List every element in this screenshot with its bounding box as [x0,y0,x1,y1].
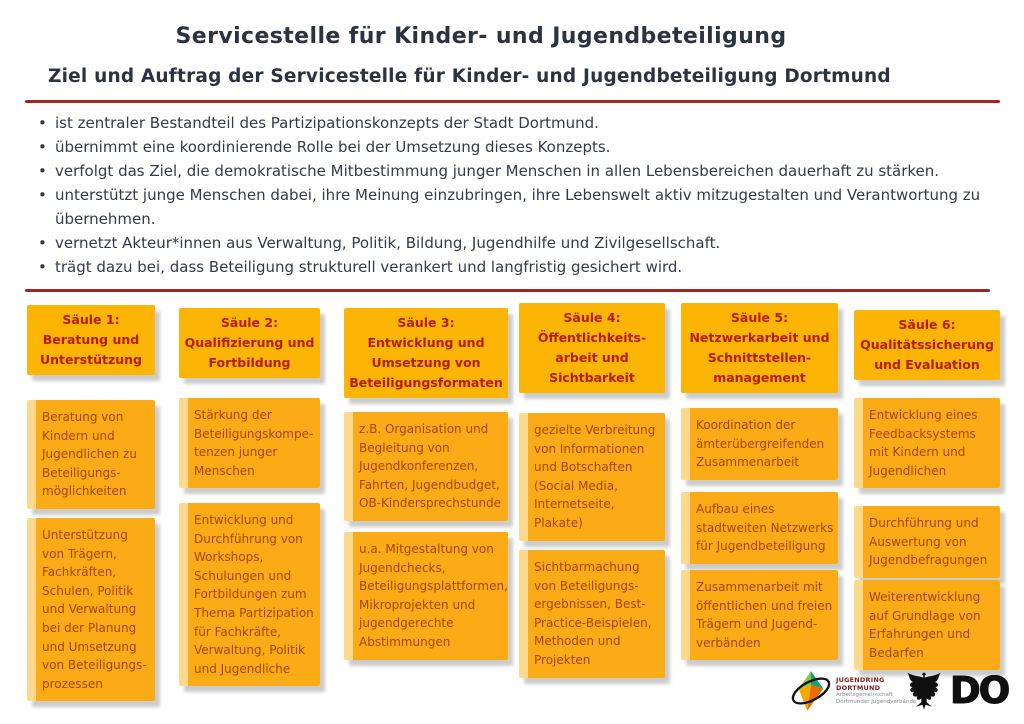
pillar-title: Qualitätssicherung und Evaluation [860,337,994,372]
pillar-title: Entwicklung und Umsetzung von Beteiligungsformaten [349,335,503,390]
jugendring-subline: Arbeitsgemeinschaft [836,691,893,698]
pillar-3-note-1 [344,412,508,521]
note-text: Entwicklung und Durchführung von Workshops, Schulungen und Fortbildungen zum Thema Partizipation für Fachkräfte, Verwaltung, Politik und Jugendliche [194,513,314,676]
note-text: Sichtbarmachung von Beteiligungs-ergebnissen, Best-Practice-Beispielen, Methoden und Projekten [534,560,652,667]
pillar-3-note-2 [344,532,508,660]
note-text: Unterstützung von Trägern, Fachkräften, Schulen, Politik und Verwaltung bei der Planung und Umsetzung von Beteiligungs-prozessen [42,528,147,691]
note-text: gezielte Verbreitung von Informationen und Botschaften (Social Media, Internetseite, Plakate) [534,423,656,530]
pillar-6-note-1 [854,398,1000,488]
bullet-item: • unterstützt junge Menschen dabei, ihre Meinung einzubringen, ihre Lebenswelt aktiv mitzugestalten und Verantwortung zu übernehmen. [36,183,988,231]
bullet-item: • trägt dazu bei, dass Beteiligung strukturell verankert und langfristig gesichert wird. [36,255,988,279]
note-text: Entwicklung eines Feedbacksystems mit Kindern und Jugendlichen [869,408,978,478]
pillar-title: Netzwerkarbeit und Schnittstellen-management [689,330,830,385]
pillar-1-note-2 [27,518,155,701]
pillar-label: Säule 6: [898,317,956,332]
pillar-5-note-2 [681,492,838,564]
pillar-label: Säule 3: [397,315,455,330]
jugendring-name: JUGENDRING DORTMUND [836,675,885,692]
bullet-item: • ist zentraler Bestandteil des Partizipationskonzepts der Stadt Dortmund. [36,111,988,135]
note-text: u.a. Mitgestaltung von Jugendchecks, Beteiligungsplattformen, Mikroprojekten und jugendgerechte Abstimmungen [359,542,508,649]
note-text: Durchführung und Auswertung von Jugendbefragungen [869,516,988,568]
jugendring-subline: Dortmunder Jugendverbände [836,699,917,705]
pillar-label: Säule 5: [730,310,789,325]
pillar-6-note-2 [854,506,1000,578]
bullet-item: • verfolgt das Ziel, die demokratische Mitbestimmung junger Menschen in allen Lebensbereichen dauerhaft zu stärken. [36,159,988,183]
pillar-title: Qualifizierung und Fortbildung [184,335,315,370]
eagle-icon [904,670,944,712]
note-text: Aufbau eines stadtweiten Netzwerks für Jugendbeteiligung [696,502,834,554]
note-text: Beratung von Kindern und Jugendlichen zu Beteiligungs-möglichkeiten [42,410,137,499]
pillar-1-note-1 [27,400,155,509]
jugendring-logo-icon [788,668,834,714]
pillar-label: Säule 2: [220,315,279,330]
dortmund-city-logo [904,670,1008,712]
pillar-title: Beratung und Unterstützung [40,332,142,367]
pillar-6-header [854,310,1000,380]
bullet-item: • vernetzt Akteur*innen aus Verwaltung, Politik, Bildung, Jugendhilfe und Zivilgesellschaft. [36,231,988,255]
note-text: Stärkung der Beteiligungskompe-tenzen junger Menschen [194,408,314,478]
bullet-list [36,111,988,279]
pillar-title: Öffentlichkeits-arbeit und Sichtbarkeit [537,330,647,385]
note-text: Weiterentwicklung auf Grundlage von Erfahrungen und Bedarfen [869,590,981,660]
pillar-5-note-1 [681,408,838,480]
pillar-4-note-2 [519,550,665,678]
pillar-1-header [27,305,155,375]
pillar-2-note-2 [179,503,320,686]
note-text: Koordination der ämterübergreifenden Zusammenarbeit [696,418,825,470]
note-text: z.B. Organisation und Begleitung von Jugendkonferenzen, Fahrten, Jugendbudget, OB-Kindersprechstunde [359,422,502,511]
pillar-4-note-1 [519,413,665,541]
pillar-5-note-3 [681,570,838,660]
pillar-6-note-3 [854,580,1000,670]
pillar-4-header [519,303,665,393]
note-text: Zusammenarbeit mit öffentlichen und freien Trägern und Jugend-verbänden [696,580,833,650]
pillar-label: Säule 4: [563,310,621,325]
page-title: Servicestelle für Kinder- und Jugendbeteiligung [175,24,787,49]
divider-bottom [25,289,990,292]
page-subtitle: Ziel und Auftrag der Servicestelle für Kinder- und Jugendbeteiligung Dortmund [48,66,891,87]
do-wordmark: DO [950,669,1009,712]
pillar-3-header [344,308,508,398]
pillar-2-note-1 [179,398,320,488]
pillar-5-header [681,303,838,393]
logo-row [788,668,1016,718]
pillar-2-header [179,308,320,378]
bullet-item: • übernimmt eine koordinierende Rolle bei der Umsetzung dieses Konzepts. [36,135,988,159]
divider-top [25,100,1000,103]
pillar-label: Säule 1: [62,312,120,327]
